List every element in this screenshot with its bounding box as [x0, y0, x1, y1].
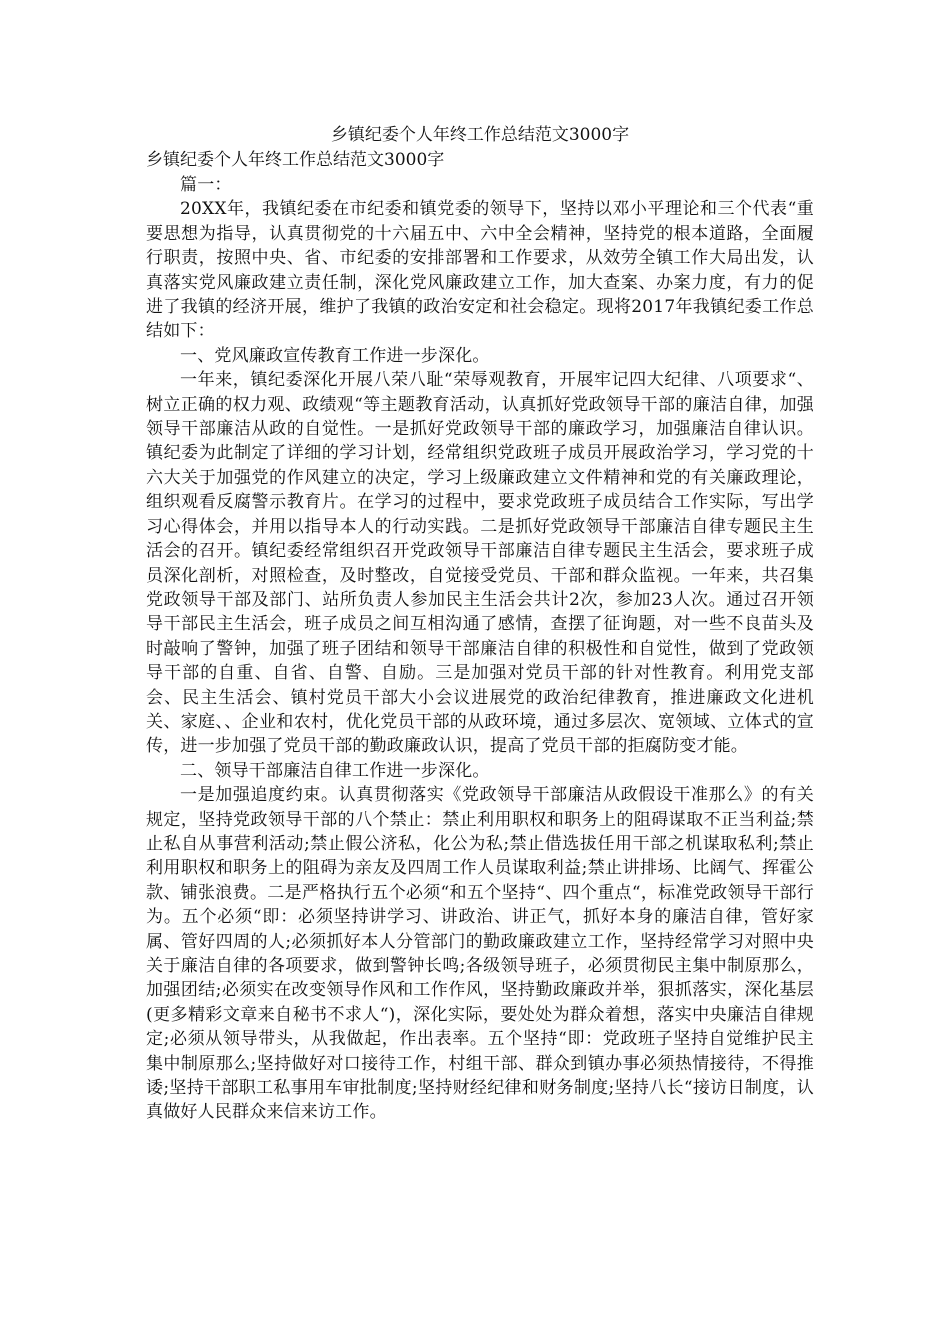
paragraph-section-label: 篇一： — [180, 175, 232, 195]
paragraph-section-2-body: 一是加强追度约束。认真贯彻落实《党政领导干部廉洁从政假设干准那么》的有关规定，坚持党政领导干部的八个禁止：禁止利用职权和职务上的阻碍谋取不正当利益;禁止私自从事营利活动;禁止假公济私，化公为私;禁止借选拔任用干部之机谋取私利;禁止利用职权和职务上的阻碍为亲友及四周工作人员谋取利益;禁止讲排场、比阔气、挥霍公款、铺张浪费。二是严格执行五个必须“和五个坚持“、四个重点“，标准党政领导干部行为。五个必须“即：必须坚持讲学习、讲政治、讲正气，抓好本身的廉洁自律，管好家属、管好四周的人;必须抓好本人分管部门的勤政廉政建立工作，坚持经常学习对照中央关于廉洁自律的各项要求，做到警钟长鸣;各级领导班子，必须贯彻民主集中制原那么，加强团结;必须实在改变领导作风和工作作风，坚持勤政廉政并举，狠抓落实，深化基层(更多精彩文章来自秘书不求人“)，深化实际，要处处为群众着想，落实中央廉洁自律规定;必须从领导带头，从我做起，作出表率。五个坚持“即：党政班子坚持自觉维护民主集中制原那么;坚持做好对口接待工作，村组干部、群众到镇办事必须热情接待，不得推诿;坚持干部职工私事用车审批制度;坚持财经纪律和财务制度;坚持八长“接访日制度，认真做好人民群众来信来访工作。 — [146, 785, 814, 1123]
document-page — [146, 122, 814, 1125]
section-heading-2: 二、领导干部廉洁自律工作进一步深化。 — [180, 760, 490, 781]
paragraph-intro: 20XX年，我镇纪委在市纪委和镇党委的领导下，坚持以邓小平理论和三个代表“重要思想为指导，认真贯彻党的十六届五中、六中全会精神，坚持党的根本道路，全面履行职责，按照中央、省、市纪委的安排部署和工作要求，从效劳全镇工作大局出发，认真落实党风廉政建立责任制，深化党风廉政建立工作，加大查案、办案力度，有力的促进了我镇的经济开展，维护了我镇的政治安定和社会稳定。现将2017年我镇纪委工作总结如下： — [146, 199, 814, 342]
section-heading-1: 一、党风廉政宣传教育工作进一步深化。 — [180, 345, 490, 366]
paragraph-section-1-body: 一年来，镇纪委深化开展八荣八耻“荣辱观教育，开展牢记四大纪律、八项要求“、树立正确的权力观、政绩观“等主题教育活动，认真抓好党政领导干部的廉洁自律，加强领导干部廉洁从政的自觉性。一是抓好党政领导干部的廉政学习，加强廉洁自律认识。镇纪委为此制定了详细的学习计划，经常组织党政班子成员开展政治学习，学习党的十六大关于加强党的作风建立的决定，学习上级廉政建立文件精神和党的有关廉政理论，组织观看反腐警示教育片。在学习的过程中，要求党政班子成员结合工作实际，写出学习心得体会，并用以指导本人的行动实践。二是抓好党政领导干部廉洁自律专题民主生活会的召开。镇纪委经常组织召开党政领导干部廉洁自律专题民主生活会，要求班子成员深化剖析，对照检查，及时整改，自觉接受党员、干部和群众监视。一年来，共召集党政领导干部及部门、站所负责人参加民主生活会共计2次，参加23人次。通过召开领导干部民主生活会，班子成员之间互相沟通了感情，查摆了征询题，对一些不良苗头及时敲响了警钟，加强了班子团结和领导干部廉洁自律的积极性和自觉性，做到了党政领导干部的自重、自省、自警、自励。三是加强对党员干部的针对性教育。利用党支部会、民主生活会、镇村党员干部大小会议进展党的政治纪律教育，推进廉政文化进机关、家庭、、企业和农村，优化党员干部的从政环境，通过多层次、宽领域、立体式的宣传，进一步加强了党员干部的勤政廉政认识，提高了党员干部的拒腐防变才能。 — [146, 370, 814, 757]
document-subtitle: 乡镇纪委个人年终工作总结范文3000字 — [146, 150, 445, 170]
document-title: 乡镇纪委个人年终工作总结范文3000字 — [330, 125, 630, 145]
